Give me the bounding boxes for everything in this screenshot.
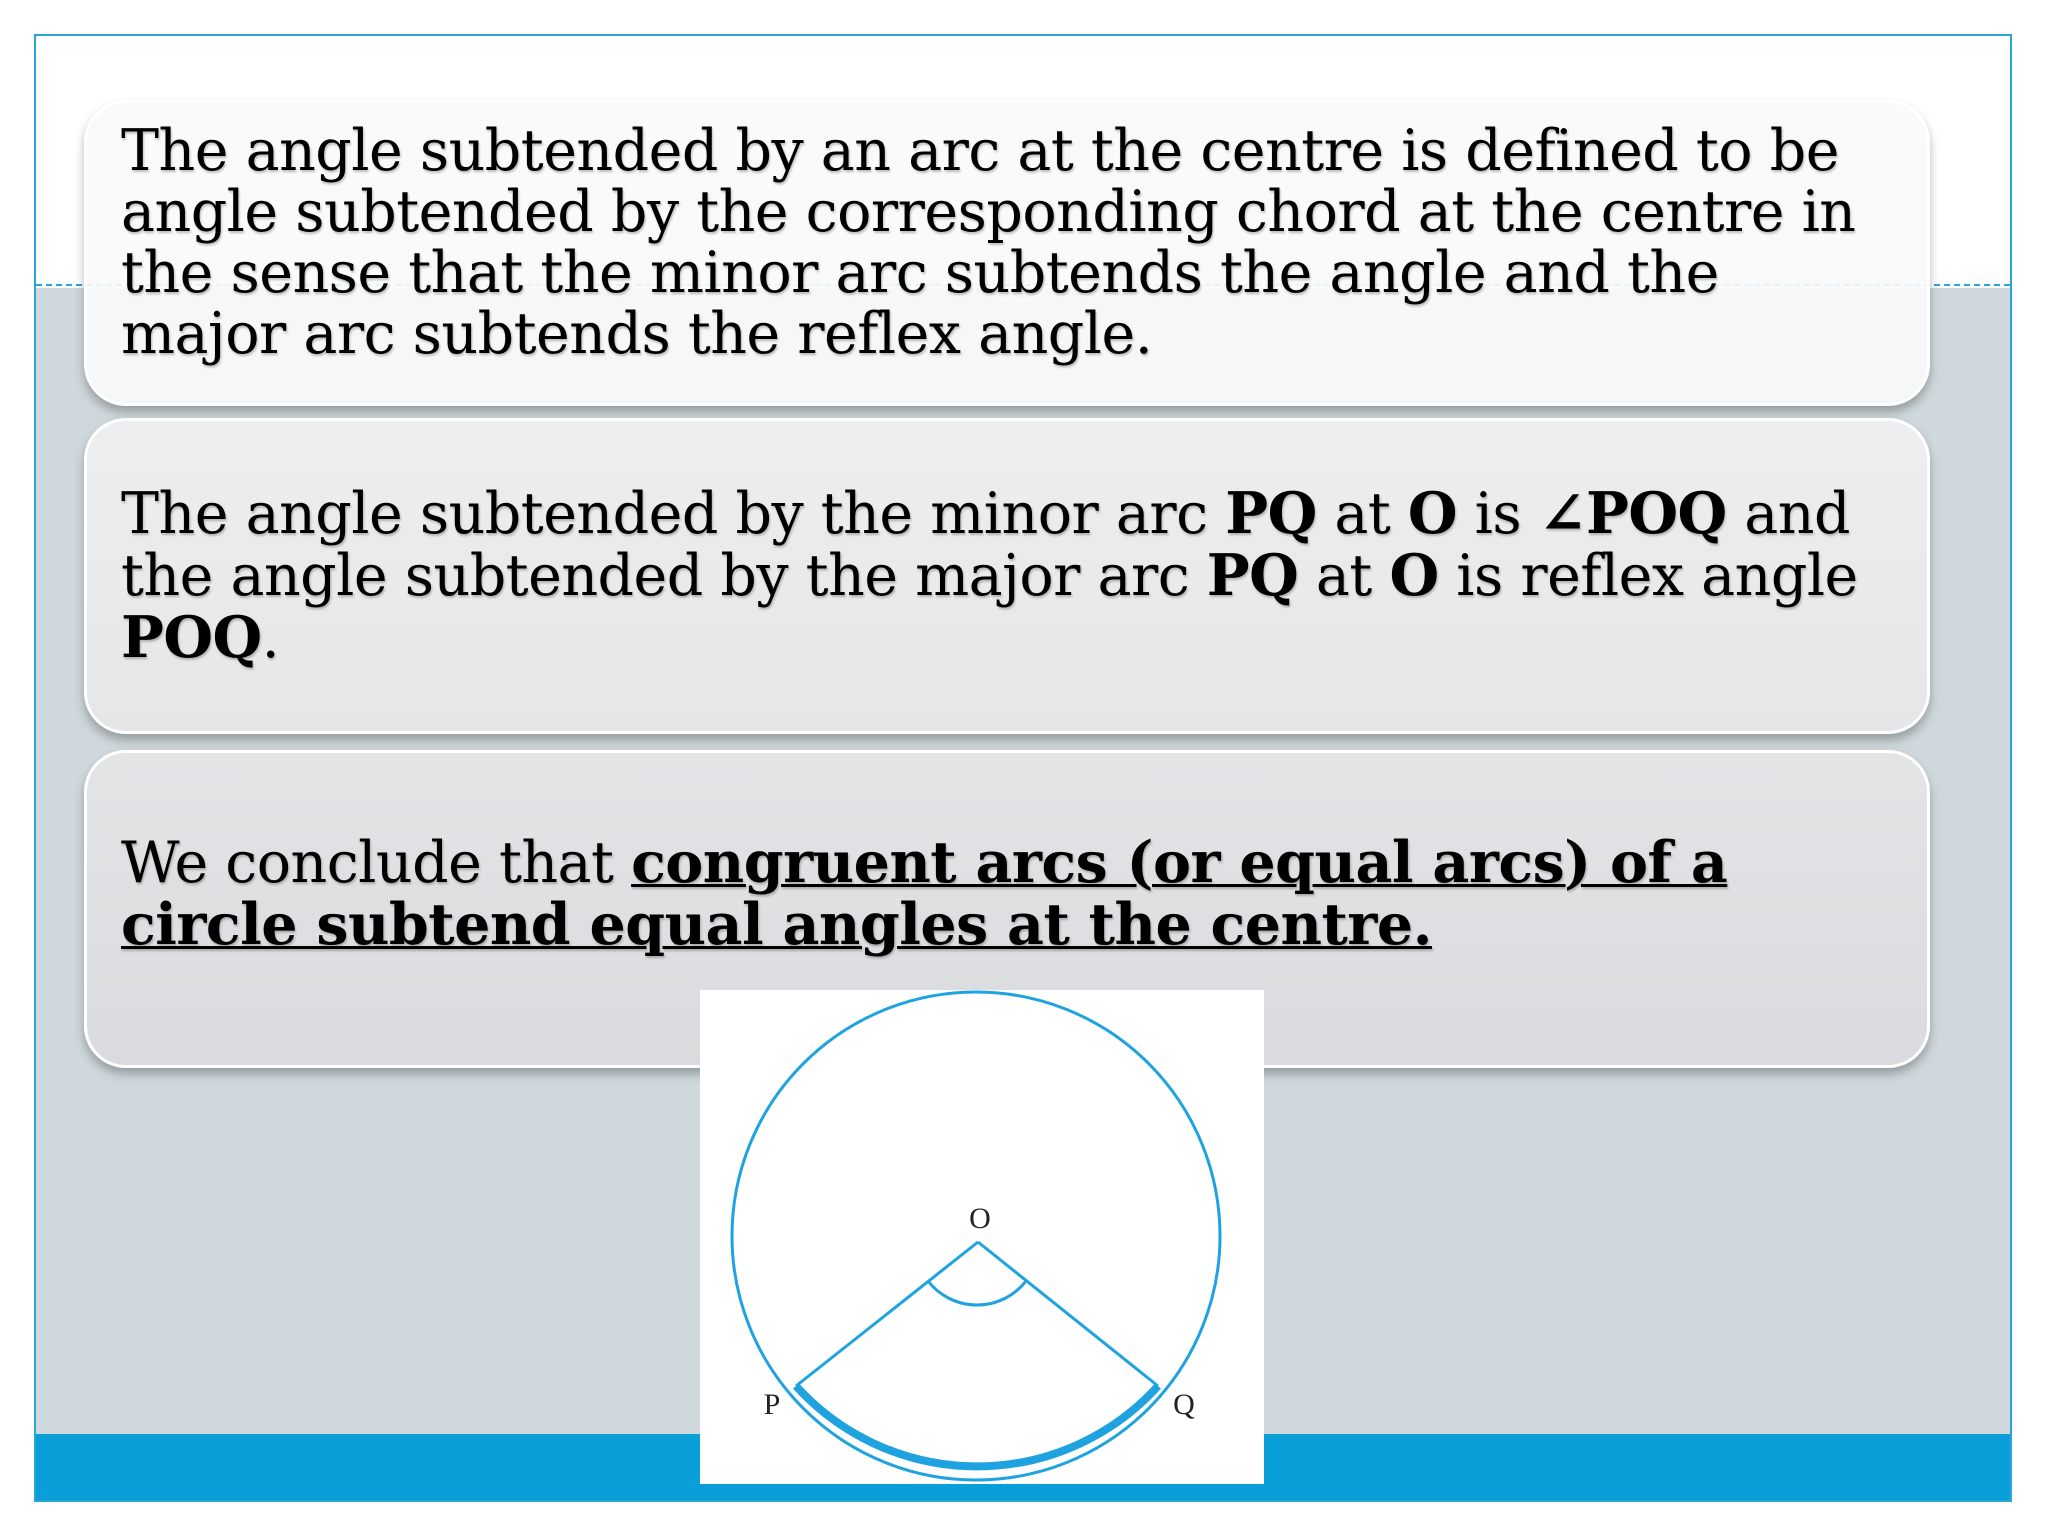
radius-op [796, 1242, 978, 1386]
label-q: Q [1173, 1388, 1195, 1421]
text-segment: is reflex angle [1438, 543, 1858, 609]
label-p: P [763, 1388, 781, 1421]
angle-poq-label: ∠POQ [1538, 480, 1727, 547]
conclusion-intro: We conclude that [121, 830, 632, 896]
text-segment: is [1457, 481, 1539, 547]
definition-card [84, 100, 1930, 406]
centre-o-label: O [1407, 480, 1458, 547]
arc-pq-label: PQ [1225, 480, 1317, 547]
label-o: O [969, 1202, 991, 1235]
text-segment: The angle subtended by the minor arc [121, 481, 1226, 547]
circle-outline [732, 992, 1220, 1480]
minor-arc-pq [796, 1386, 1158, 1466]
text-segment: . [261, 605, 280, 671]
circle-diagram [700, 990, 1264, 1484]
text-segment: and the angle subtended by the major arc [121, 481, 1850, 609]
conclusion-text [121, 829, 1887, 958]
minor-major-arc-text [121, 480, 1887, 671]
circle-figure [700, 990, 1264, 1484]
definition-text: The angle subtended by an arc at the centre is defined to be angle subtended by the corresponding chord at the centre in the sense that the minor arc subtends the angle and the major arc subtends the reflex angle. [121, 118, 1856, 367]
reflex-poq-label: POQ [121, 604, 262, 671]
text-segment: at [1316, 481, 1408, 547]
minor-major-arc-card [84, 418, 1930, 734]
conclusion-emphasis: congruent arcs (or equal arcs) of a circle subtend equal angles at the centre. [121, 829, 1728, 958]
angle-arc-marker [928, 1281, 1026, 1305]
text-segment: at [1298, 543, 1390, 609]
arc-pq-label: PQ [1206, 542, 1299, 609]
centre-o-label: O [1389, 542, 1439, 609]
radius-oq [978, 1242, 1158, 1386]
